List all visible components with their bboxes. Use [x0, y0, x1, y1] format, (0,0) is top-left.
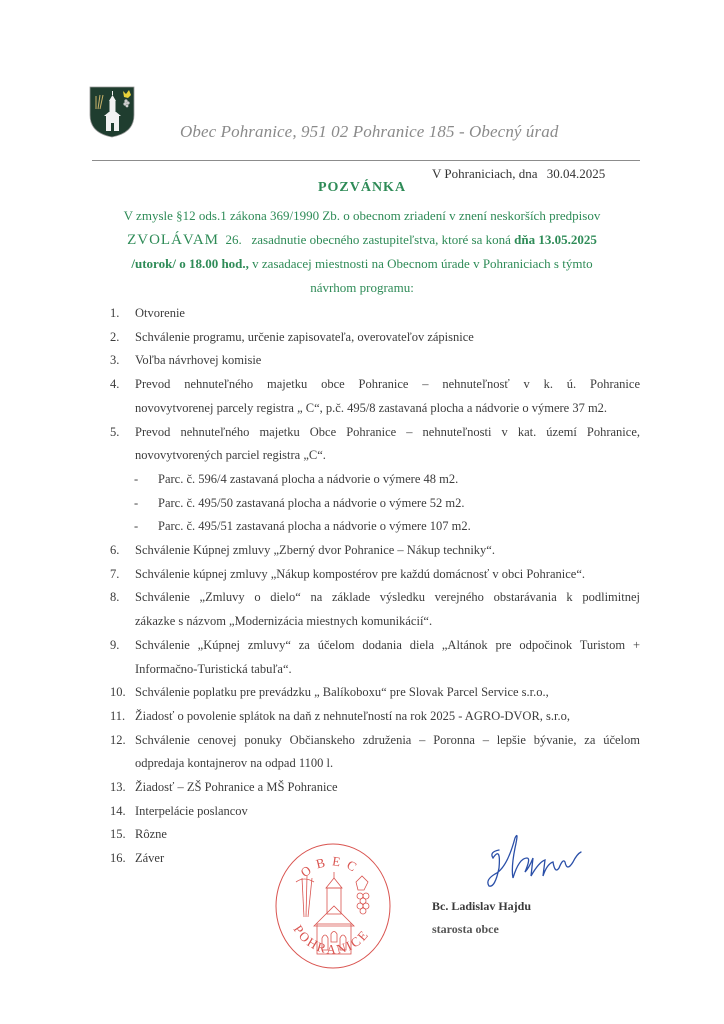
intro-line-2	[82, 228, 642, 253]
agenda-item-4	[110, 373, 640, 420]
subitem-text: Parc. č. 495/50 zastavaná plocha a nádvorie o výmere 52 m2.	[158, 495, 465, 510]
agenda-item-5	[110, 421, 640, 468]
svg-text:OBEC	[298, 853, 365, 880]
item-text: Prevod nehnuteľného majetku obce Pohranice – nehnuteľnosť v k. ú. Pohranice	[135, 377, 640, 392]
agenda-item-6	[110, 539, 640, 563]
signatory-name: Bc. Ladislav Hajdu	[432, 899, 532, 913]
item-text: Prevod nehnuteľného majetku Obce Pohranice – nehnuteľnosti v kat. území Pohranice,	[135, 424, 640, 439]
item-text: Schválenie cenovej ponuky Občianskeho združenia – Poronna – lepšie bývanie, za účelom	[135, 732, 640, 747]
item-text: Interpelácie poslancov	[135, 803, 248, 818]
item-text: Rôzne	[135, 827, 167, 842]
item-number: 11.	[110, 708, 126, 723]
document-title: POZVÁNKA	[317, 180, 407, 195]
agenda-item-8	[110, 586, 640, 633]
item-text: Schválenie „Kúpnej zmluvy“ za účelom dodania diela „Altánok pre odpočinok Turistom +	[135, 637, 640, 652]
item-number: 15.	[110, 827, 126, 842]
agenda-list	[110, 302, 640, 871]
signatory-role: starosta obce	[432, 922, 499, 936]
agenda-item-1	[110, 302, 640, 326]
parcel-subitem	[110, 515, 640, 539]
subitem-text: Parc. č. 495/51 zastavaná plocha a nádvorie o výmere 107 m2.	[158, 519, 471, 534]
item-text-continued: odpredaja kontajnerov na odpad 1100 l.	[135, 756, 334, 771]
item-text: Žiadosť – ZŠ Pohranice a MŠ Pohranice	[135, 780, 338, 795]
item-text-continued: novovytvorenej parcely registra „ C“, p.č. 495/8 zastavaná plocha a nádvorie o výmere 37 m2.	[135, 400, 608, 415]
intro-paragraph	[82, 204, 642, 299]
item-number: 12.	[110, 732, 126, 747]
item-number: 13.	[110, 780, 126, 795]
item-number: 5.	[110, 424, 120, 439]
official-stamp-icon	[274, 842, 392, 970]
item-text: Voľba návrhovej komisie	[135, 353, 262, 368]
item-number: 16.	[110, 851, 126, 866]
agenda-item-3	[110, 349, 640, 373]
stamp-top-text: OBEC	[297, 853, 365, 881]
item-number: 8.	[110, 590, 120, 605]
intro-line-2-text: 26. zasadnutie obecného zastupiteľstva, ktoré sa koná	[219, 231, 515, 247]
parcel-subitem	[110, 468, 640, 492]
signatory-block	[432, 895, 531, 941]
agenda-item-9	[110, 634, 640, 681]
letterhead-title: Obec Pohranice, 951 02 Pohranice 185 - Obecný úrad	[180, 122, 559, 141]
document-date: 30.04.2025	[546, 166, 606, 181]
intro-line-1: V zmysle §12 ods.1 zákona 369/1990 Zb. o obecnom zriadení v znení neskorších predpisov	[123, 208, 601, 223]
item-number: 14.	[110, 803, 126, 818]
item-text: Otvorenie	[135, 306, 185, 320]
agenda-item-14	[110, 800, 640, 824]
agenda-item-7	[110, 563, 640, 587]
item-number: 2.	[110, 329, 120, 344]
intro-line-3	[82, 252, 642, 276]
intro-line-4: návrhom programu:	[310, 279, 414, 295]
agenda-item-10	[110, 681, 640, 705]
dateline-place: V Pohraniciach, dna	[432, 166, 538, 181]
item-text-continued: Informačno-Turistická tabuľa“.	[135, 661, 292, 676]
meeting-place: v zasadacej miestnosti na Obecnom úrade v Pohraniciach s týmto	[248, 256, 593, 271]
item-text: Schválenie programu, určenie zapisovateľa, overovateľov zápisnice	[135, 329, 474, 344]
dash-bullet: -	[134, 495, 139, 510]
item-number: 10.	[110, 685, 126, 700]
item-number: 1.	[110, 306, 120, 320]
header-divider	[92, 160, 640, 161]
item-text: Schválenie kúpnej zmluvy „Nákup kompostérov pre každú domácnosť v obci Pohranice“.	[135, 566, 586, 581]
agenda-item-11	[110, 705, 640, 729]
agenda-item-2	[110, 326, 640, 350]
item-number: 4.	[110, 377, 120, 392]
agenda-item-13	[110, 776, 640, 800]
item-text: Záver	[135, 851, 165, 866]
dash-bullet: -	[134, 471, 139, 486]
dash-bullet: -	[134, 519, 139, 534]
signature-icon	[485, 828, 615, 894]
meeting-date: dňa 13.05.2025	[514, 231, 597, 247]
item-text-continued: zákazke s názvom „Modernizácia miestnych komunikácií“.	[135, 614, 433, 629]
item-text-continued: novovytvorených parciel registra „C“.	[135, 448, 326, 463]
meeting-time: /utorok/ o 18.00 hod.,	[131, 256, 249, 271]
convene-word: ZVOLÁVAM	[127, 231, 219, 248]
subitem-text: Parc. č. 596/4 zastavaná plocha a nádvorie o výmere 48 m2.	[158, 471, 459, 486]
item-text: Schválenie Kúpnej zmluvy „Zberný dvor Pohranice – Nákup techniky“.	[135, 543, 495, 558]
item-number: 6.	[110, 543, 120, 558]
item-text: Schválenie „Zmluvy o dielo“ na základe výsledku verejného obstarávania k podlimitnej	[135, 590, 640, 605]
item-text: Schválenie poplatku pre prevádzku „ Balíkoboxu“ pre Slovak Parcel Service s.r.o.,	[135, 685, 549, 700]
item-number: 7.	[110, 566, 120, 581]
item-text: Žiadosť o povolenie splátok na daň z nehnuteľností na rok 2025 - AGRO-DVOR, s.r.o,	[135, 708, 571, 723]
coat-of-arms-icon	[88, 85, 136, 139]
item-number: 9.	[110, 637, 120, 652]
agenda-item-12	[110, 729, 640, 776]
parcel-subitem	[110, 492, 640, 516]
stamp-bottom-text: POHRANICE	[290, 922, 373, 957]
item-number: 3.	[110, 353, 120, 368]
